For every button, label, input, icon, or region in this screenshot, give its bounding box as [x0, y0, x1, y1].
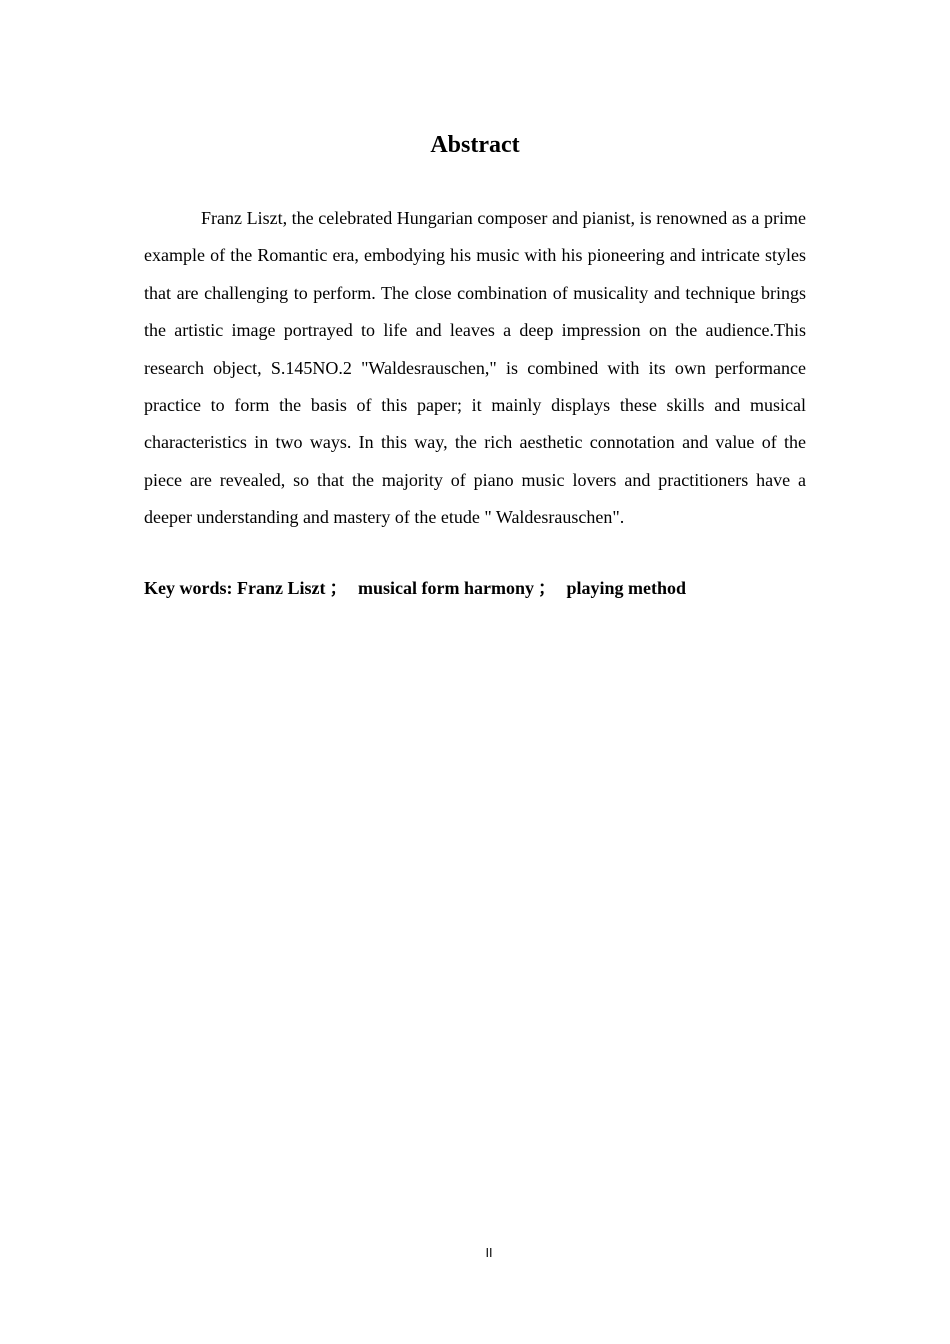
abstract-title: Abstract	[430, 132, 520, 158]
keyword-item: playing method	[566, 578, 686, 598]
keyword-separator: ；	[537, 578, 556, 598]
keywords-line	[144, 574, 806, 602]
page-number: II	[485, 1246, 493, 1260]
keyword-separator: ；	[329, 578, 348, 598]
keyword-item: Franz Liszt	[237, 578, 326, 598]
keywords-label: Key words:	[144, 578, 233, 598]
keyword-item: musical form harmony	[357, 578, 534, 598]
abstract-paragraph: Franz Liszt, the celebrated Hungarian composer and pianist, is renowned as a prime example of the Romantic era, embodying his music with his pioneering and intricate styles that are challenging to perform. The close combination of musicality and technique brings the artistic image portrayed to life and leaves a deep impression on the audience.This research object, S.145NO.2 "Waldesrauschen," is combined with its own performance practice to form the basis of this paper; it mainly displays these skills and musical characteristics in two ways. In this way, the rich aesthetic connotation and value of the piece are revealed, so that the majority of piano music lovers and practitioners have a deeper understanding and mastery of the etude " Waldesrauschen".	[144, 208, 806, 528]
